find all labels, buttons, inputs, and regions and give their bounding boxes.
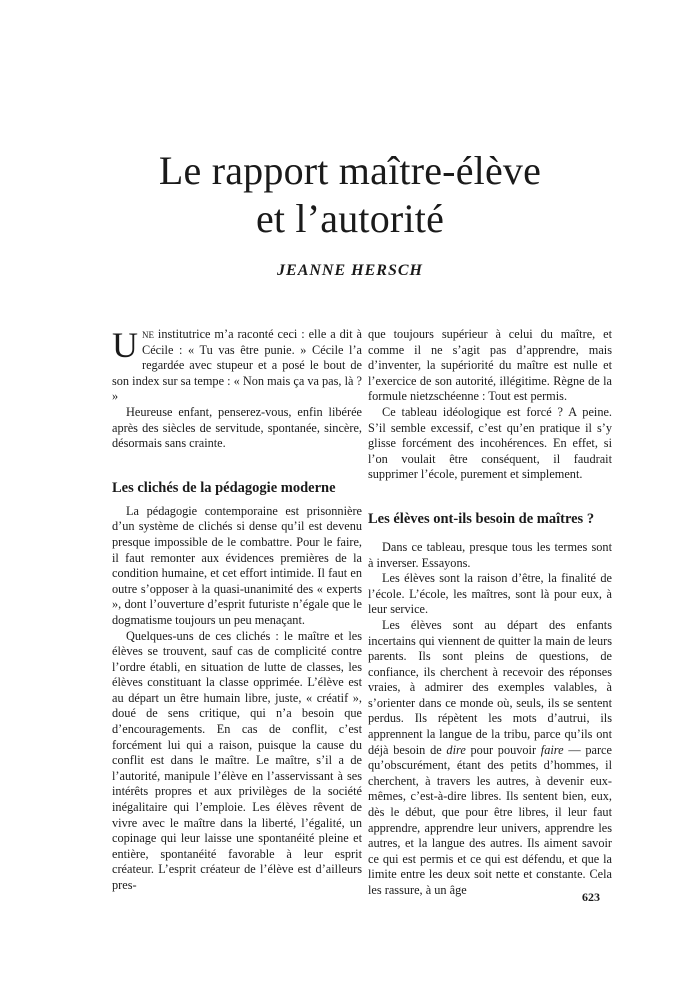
title-line-1: Le rapport maître-élève	[158, 148, 542, 193]
section-heading-eleves: Les élèves ont-ils besoin de maîtres ?	[368, 510, 595, 527]
right-paragraph-2: Ce tableau idéologique est forcé ? A peine. S’il semble excessif, c’est qu’en pratique il s’y glisse forcément des incohérences. En effet, si l’on voulait être conséquent, il faudrait supprimer l’école, purement et simplement.	[368, 404, 612, 482]
section2-paragraph-3	[368, 618, 612, 899]
section-heading-cliches: Les clichés de la pédagogie moderne	[112, 479, 336, 496]
intro-text: institutrice m’a raconté ceci : elle a dit à Cécile : « Tu vas être punie. » Cécile l’a regardée avec stupeur et a posé le bout de son index sur sa tempe : « Non mais ça va pas, là ? »	[112, 327, 362, 404]
p3-text-a: Les élèves sont au départ des enfants incertains qui viennent de quitter la main de leurs parents. Ils sont pleins de questions, de confiance, ils cherchent à recevoir des réponses vraies, à admirer des exemples valables, à s’orienter dans ce monde où, seuls, ils se sentent perdus. Ils répètent les mots d’autrui, ils apprennent la langue de la tribu, parce qu’ils ont déjà besoin de	[368, 617, 612, 757]
p3-text-c: — parce qu’obscurément, étant des petits d’hommes, il cherchent, à travers les autres, à devenir eux-mêmes, c’est-à-dire libres. Ils sentent bien, eux, dès le début, que pour être libres, il leur faut apprendre, apprendre leur univers, apprendre les autres, et la langue des autres. Ils aiment savoir ce qui est permis et ce qui est défendu, et que la limite entre les deux soit nette et constante. Cela les rassure, à un âge	[368, 742, 612, 897]
right-paragraph-1: que toujours supérieur à celui du maître, et comme il ne s’agit pas d’apprendre, mais d’inventer, la supériorité du maître est nulle et l’exercice de son autorité, illégitime. Règne de la formule nietzschéenne : Tout est permis.	[368, 327, 612, 404]
p3-em-faire: faire	[540, 742, 564, 757]
section1-paragraph-2: Quelques-uns de ces clichés : le maître et les élèves se trouvent, sauf cas de complicité contre l’ordre établi, en situation de lutte de classes, les élèves constituant la classe opprimée. L’élève est au départ un être humain libre, juste, « créatif », doué de sens critique, qui n’a besoin que d’encouragements. En cas de conflit, c’est forcément lui qui a raison, puisque la cause du conflit est dans le maître. Le maître, s’il a de l’autorité, manipule l’élève en l’asservissant à ses intérêts propres et aux privilèges de la société inégalitaire qui l’emploie. Les élèves rêvent de vivre avec le maître dans la liberté, l’égalité, un copinage qui leur laisse une spontanéité pleine et entière, spontanéité favorable à leur esprit créateur. L’esprit créateur de l’élève est d’ailleurs pres-	[112, 628, 362, 892]
page-number: 623	[582, 890, 600, 904]
section2-paragraph-1: Dans ce tableau, presque tous les termes sont à inverser. Essayons.	[368, 539, 612, 570]
p3-text-b: pour pouvoir	[465, 742, 541, 757]
p3-em-dire: dire	[446, 742, 466, 757]
intro-paragraph-2: Heureuse enfant, penserez-vous, enfin libérée après des siècles de servitude, spontanée, sincère, désormais sans crainte.	[112, 404, 362, 451]
intro-smallcaps: ne	[142, 327, 154, 341]
left-column	[112, 327, 362, 894]
author-name: JEANNE HERSCH	[277, 262, 423, 279]
section1-paragraph-1: La pédagogie contemporaine est prisonnière d’un système de clichés si dense qu’il est devenu presque impossible de le combattre. Pour le faire, il faut remonter aux évidences premières de la condition humaine, et cet effort intimide. Il faut en outre s’opposer à la quasi-unanimité des « experts », dont l’ouverture d’esprit futuriste n’égale que le dogmatisme toujours un peu menaçant.	[112, 503, 362, 627]
title-line-2: et l’autorité	[255, 196, 445, 241]
drop-cap: U	[112, 325, 138, 365]
article-title	[0, 147, 700, 243]
section2-paragraph-2: Les élèves sont la raison d’être, la finalité de l’école. L’école, les maîtres, sont là pour eux, à leur service.	[368, 571, 612, 617]
intro-paragraph-1	[112, 327, 362, 405]
right-column	[368, 327, 612, 899]
